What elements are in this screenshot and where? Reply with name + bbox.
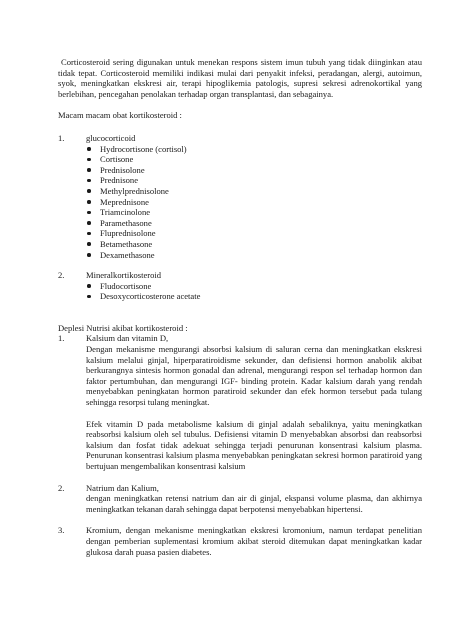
deplesi-paragraph: Efek vitamin D pada metabolisme kalsium di ginjal adalah sebaliknya, yaitu meningkatkan reabsorbsi kalsium oleh sel tubulus. Defisiensi vitamin D menyebabkan absorbsi dan reabsorbsi kalsium dan fosfat tidak adekuat sehingga terjadi penurunan konsentrasi kalsium plasma. Penurunan konsentrasi kalsium plasma menyebabkan peningkatan sekresi hormon paratiroid yang bertujuan mengembalikan konsentrasi kalsium: [86, 418, 422, 471]
drug-item: Fludocortisone: [86, 281, 422, 292]
drug-item: Desoxycorticosterone acetate: [86, 291, 422, 302]
drug-item: Dexamethasone: [86, 250, 422, 261]
drug-item: Paramethasone: [86, 218, 422, 229]
deplesi-item-kalsium: [58, 333, 422, 471]
obat-group-title: glucocorticoid: [86, 132, 136, 143]
list-marker: 2.: [58, 270, 65, 281]
deplesi-item-kromium: [58, 525, 422, 557]
deplesi-item-title: Natrium dan Kalium,: [86, 482, 159, 493]
deplesi-paragraph: dengan meningkatkan retensi natrium dan air di ginjal, ekspansi volume plasma, dan akhirnya meningkatkan tekanan darah sehingga dapat berpotensi menyebabkan hipertensi.: [86, 493, 422, 514]
obat-group-list: [58, 133, 422, 302]
drug-item: Prednisolone: [86, 165, 422, 176]
drug-item: Methylprednisolone: [86, 186, 422, 197]
drug-list: [86, 144, 422, 261]
drug-item: Hydrocortisone (cortisol): [86, 144, 422, 155]
obat-heading: Macam macam obat kortikosteroid :: [58, 110, 182, 121]
obat-group-mineralkortikosteroid: [58, 270, 422, 302]
drug-item: Meprednisone: [86, 197, 422, 208]
deplesi-paragraph: Dengan mekanisme mengurangi absorbsi kalsium di saluran cerna dan meningkatkan ekskresi kalsium melalui ginjal, hiperparatiroidisme sekunder, dan defisiensi hormon anabolik akibat berkurangnya sintesis hormon gonadal dan adrenal, mengurangi respon sel terhadap hormon dan faktor pertumbuhan, dan mengurangi IGF- binding protein. Kadar kalsium darah yang rendah menyebabkan peningkatan hormon paratiroid sekunder dan efek hormon tersebut pada tulang sehingga resorpsi tulang meningkat.: [86, 344, 422, 408]
drug-item: Prednisone: [86, 175, 422, 186]
drug-item: Betamethasone: [86, 239, 422, 250]
intro-paragraph: Corticosteroid sering digunakan untuk menekan respons sistem imun tubuh yang tidak diinginkan atau tidak tepat. Corticosteroid memiliki indikasi mulai dari penyakit infeksi, peradangan, alergi, autoimun, syok, meningkatkan ekskresi air, terapi hipoglikemia patologis, supresi sekresi adrenokortikal yang berlebihan, pencegahan penolakan terhadap organ transplantasi, dan sebagainya.: [58, 57, 422, 99]
deplesi-item-title: Kalsium dan vitamin D,: [86, 333, 169, 344]
list-marker: 2.: [58, 482, 65, 493]
obat-group-glucocorticoid: [58, 133, 422, 260]
drug-item: Triamcinolone: [86, 207, 422, 218]
deplesi-item-natrium: [58, 483, 422, 515]
obat-group-title: Mineralkortikosteroid: [86, 270, 162, 281]
list-marker: 1.: [58, 132, 65, 143]
drug-item: Fluprednisolone: [86, 228, 422, 239]
deplesi-paragraph: Kromium, dengan mekanisme meningkatkan ekskresi kromonium, namun terdapat penelitian dengan pemberian suplementasi kromium akibat steroid ditemukan dapat meningkatkan kadar glukosa darah puasa pasien diabetes.: [86, 525, 422, 557]
list-marker: 3.: [58, 525, 65, 536]
list-marker: 1.: [58, 333, 65, 344]
drug-item: Cortisone: [86, 154, 422, 165]
deplesi-list: [58, 333, 422, 557]
drug-list: [86, 281, 422, 302]
deplesi-heading: Deplesi Nutrisi akibat kortikosteroid :: [58, 322, 188, 333]
